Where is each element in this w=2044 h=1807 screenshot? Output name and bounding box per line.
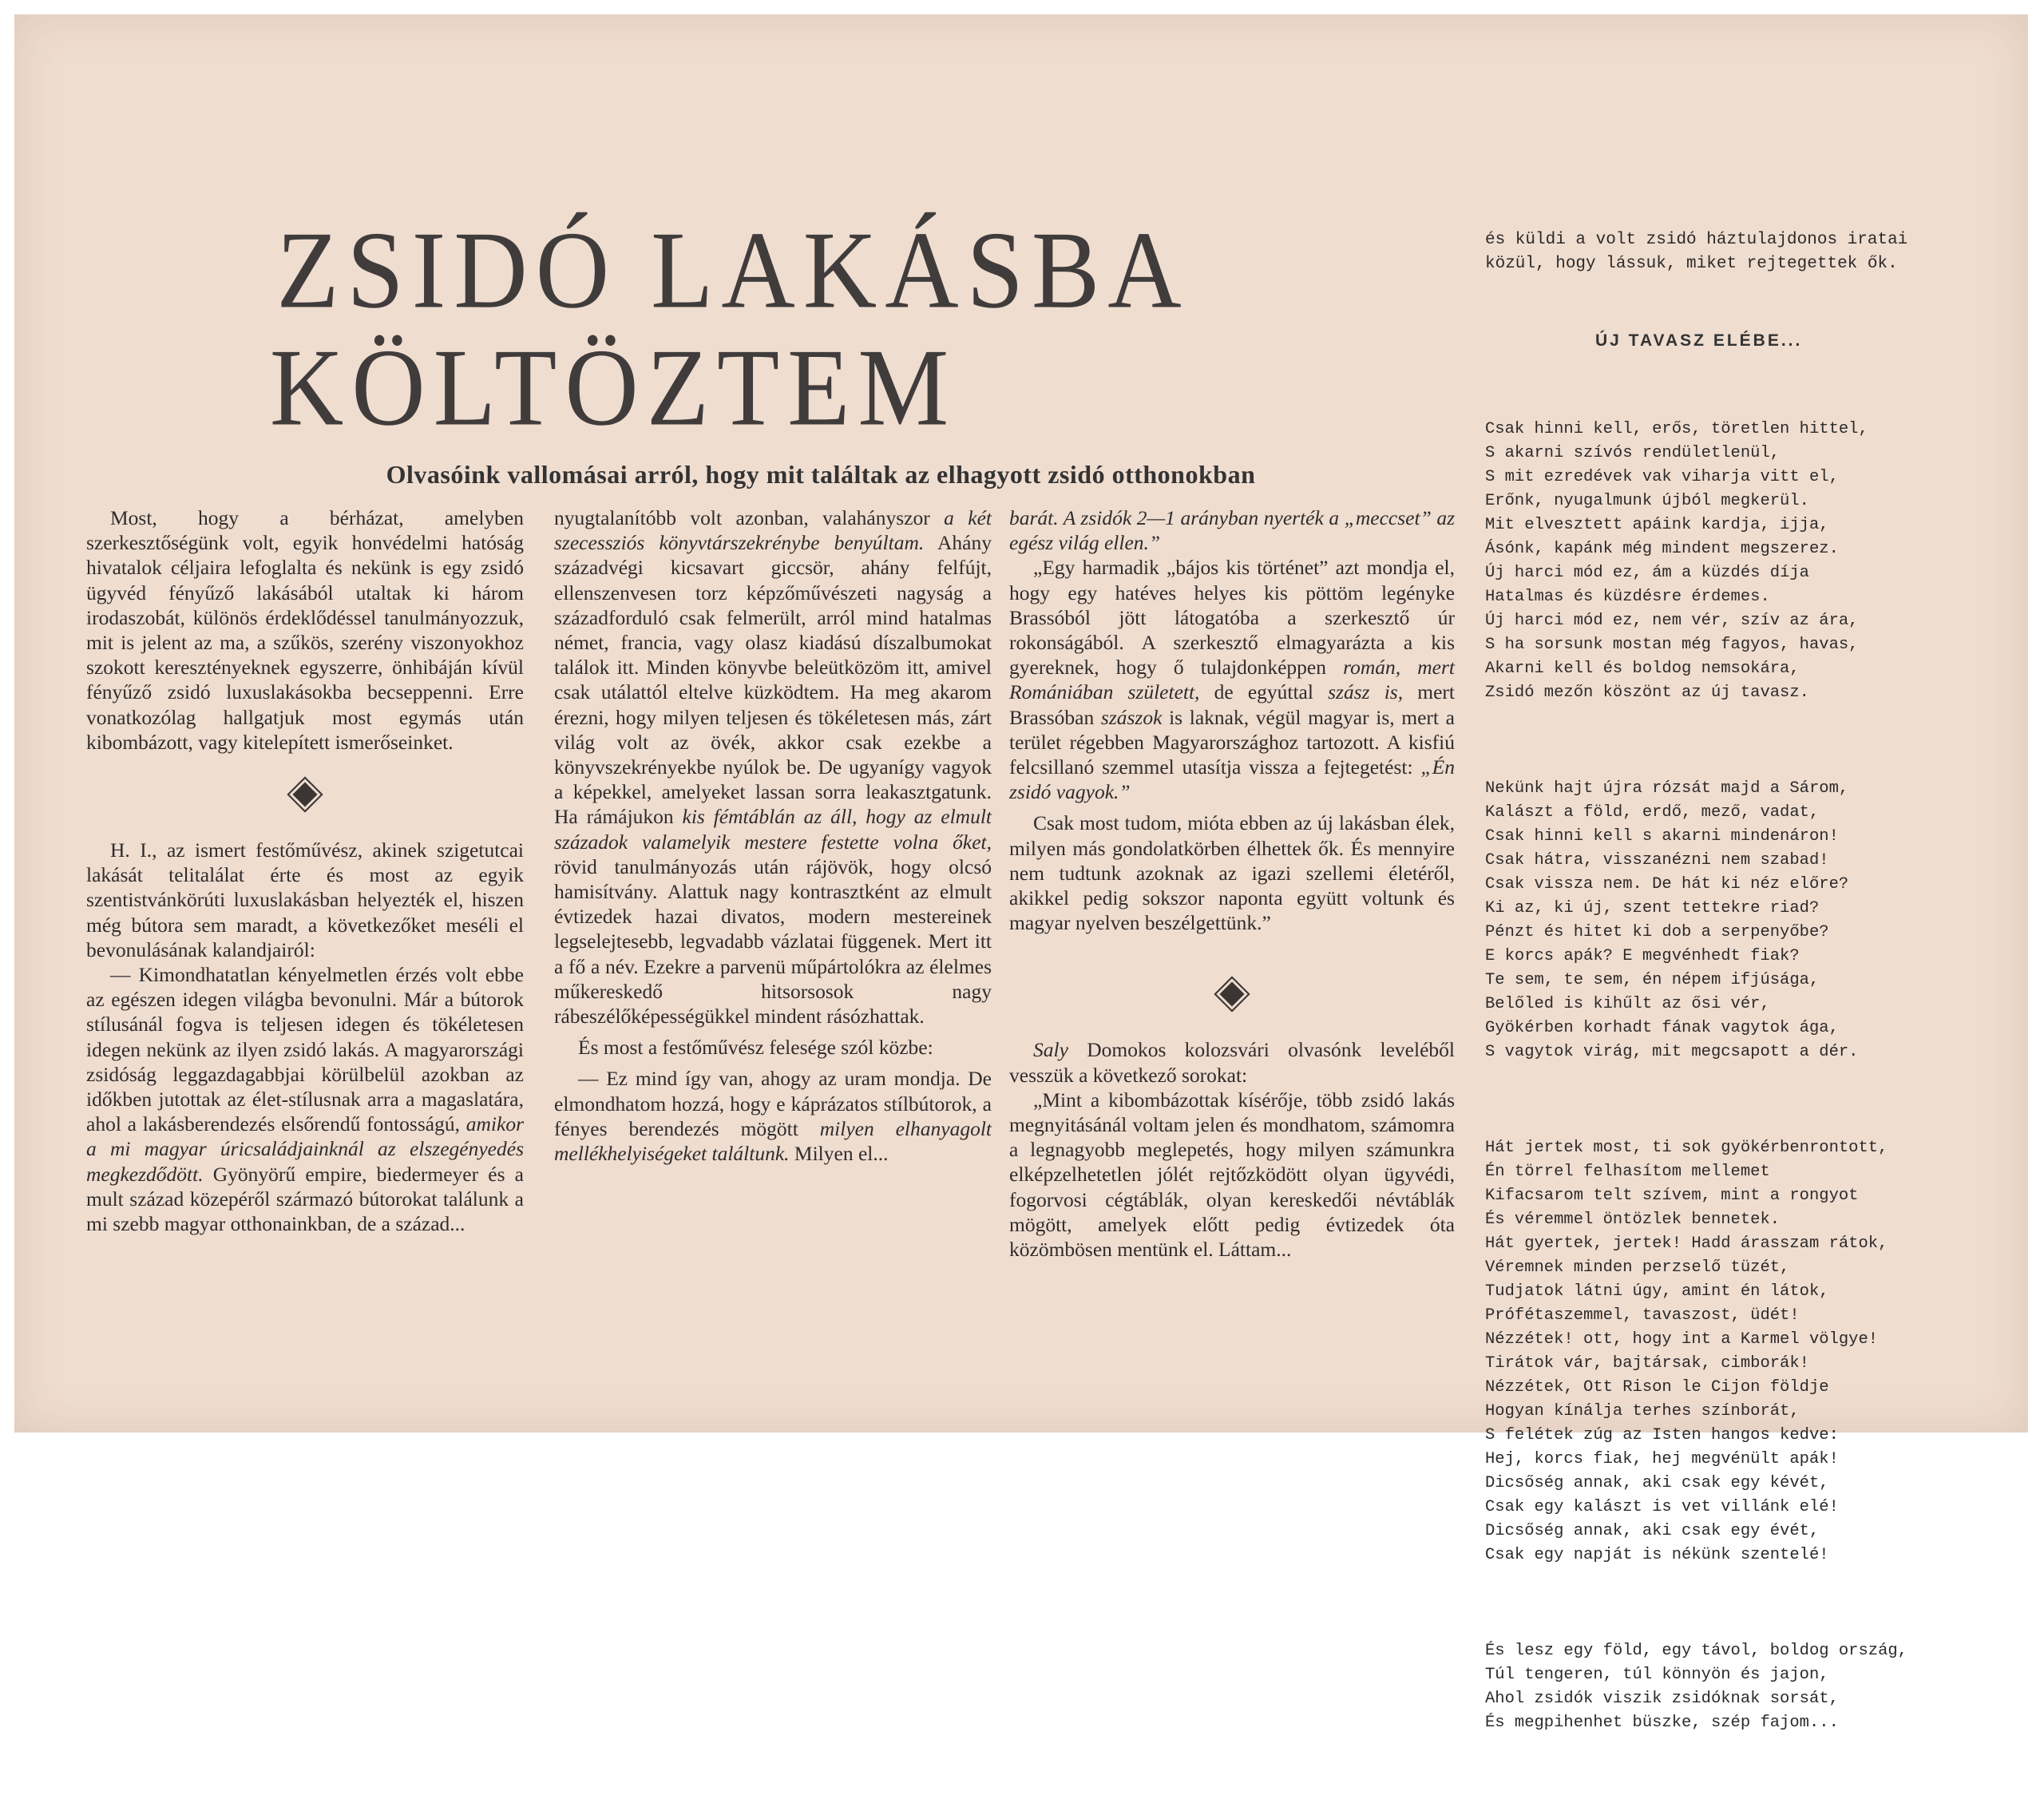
text-run: de egyúttal xyxy=(1199,680,1329,704)
poem-line: Tirátok vár, bajtársak, cimborák! xyxy=(1485,1354,1809,1373)
poem-line: Erőnk, nyugalmunk újból megkerül. xyxy=(1485,492,1809,510)
italic-text: román, mert Romániában született, xyxy=(1009,656,1455,704)
poem-line: Véremnek minden perzselő tüzét, xyxy=(1485,1258,1790,1277)
poem-line: Csak egy napját is nékünk szentelé! xyxy=(1485,1546,1829,1564)
column-2 xyxy=(554,505,992,1166)
poem-line: Csak hinni kell s akarni mindenáron! xyxy=(1485,827,1839,846)
subheadline: Olvasóink vallomásai arról, hogy mit találtak az elhagyott zsidó otthonokban xyxy=(386,460,1256,489)
column-1 xyxy=(86,505,524,1236)
paragraph xyxy=(1009,555,1455,804)
text-run: nyugtalanítóbb volt azonban, valahányszor xyxy=(554,506,945,529)
column-4-intro: és küldi a volt zsidó háztulajdonos iratai közül, hogy lássuk, miket rejtegettek ők. xyxy=(1485,231,1908,273)
poem-line: És lesz egy föld, egy távol, boldog ország, xyxy=(1485,1642,1907,1660)
text-run: Domokos kolozsvári olvasónk leveléből vesszük a következő sorokat: xyxy=(1009,1038,1455,1087)
italic-text: szászok xyxy=(1100,705,1163,729)
poem-line: Hatalmas és küzdésre érdemes. xyxy=(1485,588,1770,606)
poem-line: Te sem, te sem, én népem ifjúsága, xyxy=(1485,971,1820,989)
poem-line: S vagytok virág, mit megcsapott a dér. xyxy=(1485,1043,1859,1061)
poem-line: Zsidó mezőn köszönt az új tavasz. xyxy=(1485,684,1809,702)
poem-line: Hát gyertek, jertek! Hadd árasszam rátok, xyxy=(1485,1234,1888,1253)
stanza xyxy=(1485,418,1964,705)
poem-line: Nézzétek! ott, hogy int a Karmel völgye! xyxy=(1485,1330,1879,1349)
paragraph: Csak most tudom, mióta ebben az új lakásban élek, milyen más gondolatkörben élhettek ők. És mennyire nem tudtunk azoknak az igazi szellemi életéről, akikkel pedig sokszor naponta együtt voltunk és magyar nyelven beszélgettünk.” xyxy=(1009,811,1455,935)
diamond-ornament-icon xyxy=(1216,979,1248,1011)
poem-line: E korcs apák? E megvénhedt fiak? xyxy=(1485,947,1800,965)
poem-line: Belőled is kihűlt az ősi vér, xyxy=(1485,995,1770,1013)
text-run: Gyönyörű empire, biedermeyer és a mult század közepéről származó bútorokat találunk a mi szebb magyar otthonainkban, de a század... xyxy=(86,1162,524,1236)
paragraph: Most, hogy a bérházat, amelyben szerkesztőségünk volt, egyik honvédelmi hatóság hivatalok céljaira lefoglalta és nekünk is egy zsidó ügyvéd fényűző lakásából utaltak ki három irodaszobát, különös érdeklődéssel tanulmányozzuk, mit is jelent az ma, a szűkös, szerény viszonyokhoz szokott keresztényeknek egyszerre, önhibáján kívül fényűző zsidó luxuslakásokba becseppenni. Erre vonatkozólag hallgatjuk most egymás után kibombázott, vagy kitelepített ismerőseinket. xyxy=(86,506,524,754)
poem-line: Akarni kell és boldog nemsokára, xyxy=(1485,660,1800,678)
newspaper-page xyxy=(14,14,2028,1732)
poem-line: És véremmel öntözlek bennetek. xyxy=(1485,1211,1781,1229)
italic-text: a két szecessziós könyvtárszekrénybe benyúltam. xyxy=(554,506,992,555)
poem-line: Gyökérben korhadt fának vagytok ága, xyxy=(1485,1019,1839,1037)
paragraph: „Mint a kibombázottak kísérője, több zsidó lakás megnyitásánál voltam jelen és mondhatom, számomra a legnagyobb meglepetés, hogy milyen számunkra elképzelhetetlen jólét rejtőzködött olyan ügyvédi, fogorvosi cégtáblák, olyan kereskedői névtáblák mögött, amelyek előtt pedig évtizedek óta közömbösen mentünk el. Láttam... xyxy=(1009,1088,1455,1262)
poem-line: Nekünk hajt újra rózsát majd a Sárom, xyxy=(1485,779,1849,798)
text-run: mert Brassóban xyxy=(1009,680,1455,729)
paragraph: És most a festőművész felesége szól közbe: xyxy=(578,1036,933,1060)
stanza xyxy=(1485,1136,1964,1567)
poem-line: Mit elvesztett apáink kardja, ijja, xyxy=(1485,516,1829,534)
text-run: Milyen el... xyxy=(789,1142,889,1166)
poem-line: Új harci mód ez, nem vér, szív az ára, xyxy=(1485,612,1859,630)
poem-line: Hej, korcs fiak, hej megvénült apák! xyxy=(1485,1450,1839,1468)
text-run: rövid tanulmányozás után rájövök, hogy olcsó hamisítvány. Alattuk nagy kontrasztként az elmult évtizedek hazai divatos, modern mestereinek legselejtesebb, legvadabb vázlatai függenek. Mert itt a fő a név. Ezekre a parvenü műpártolókra az élelmes műkereskedő hitsorsosok nagy rábeszélőképességükkel mindent rásózhattak. xyxy=(554,854,992,1028)
text-run: is laknak, végül magyar is, mert a terület régebben Magyarországhoz tartozott. A kisfiú felcsillanó szemmel utasítja vissza a fejtegetést: xyxy=(1009,705,1455,779)
italic-text: „Én zsidó vagyok.” xyxy=(1009,755,1455,804)
italic-text: amikor a mi magyar úricsaládjainknál az elszegényedés megkezdődött. xyxy=(86,1112,524,1186)
text-run: — Ez mind így van, ahogy az uram mondja. De elmondhatom hozzá, hogy e káprázatos stílbútorok, a fényes berendezés mögött xyxy=(554,1067,992,1140)
italic-text: Saly xyxy=(1033,1038,1068,1062)
paragraph xyxy=(554,1066,992,1166)
text-run: — Kimondhatatlan kényelmetlen érzés volt ebbe az egészen idegen világba bevonulni. Már a bútorok stílusánál fogva is teljesen idegen és tökéletesen idegen nekünk az ilyen zsidó lakás. A magyarországi zsidóság leggazdagabbjai körülbelül azokban az időkben jutottak az élet-stílusnak arra a magaslatára, ahol a lakásberendezés elsőrendű fontosságú, xyxy=(86,963,524,1136)
text-run: „Egy harmadik „bájos kis történet” azt mondja el, hogy egy hatéves helyes kis pöttöm legényke Brassóból jött látogatóba a szerkesztő úr rokonságából. A szerkesztő elmagyarázta a kis gyereknek, hogy ő tulajdonképpen xyxy=(1009,556,1455,680)
poem-line: Ásónk, kapánk még mindent megszerez. xyxy=(1485,540,1839,558)
poem-line: Túl tengeren, túl könnyön és jajon, xyxy=(1485,1666,1829,1684)
poem-line: Dicsőség annak, aki csak egy évét, xyxy=(1485,1522,1820,1540)
poem-line: Csak vissza nem. De hát ki néz előre? xyxy=(1485,875,1849,894)
poem-line: És megpihenhet büszke, szép fajom... xyxy=(1485,1714,1839,1732)
poem-line: S ha sorsunk mostan még fagyos, havas, xyxy=(1485,636,1859,654)
stanza xyxy=(1485,777,1964,1064)
poem-line: Hogyan kínálja terhes színborát, xyxy=(1485,1402,1800,1421)
poem xyxy=(1485,370,1964,1807)
paragraph: barát. A zsidók 2—1 arányban nyerték a „meccset” az egész világ ellen.” xyxy=(1009,506,1455,555)
headline-line-1: ZSIDÓ LAKÁSBA xyxy=(276,208,1190,331)
diamond-ornament-icon xyxy=(289,779,321,810)
poem-line: Csak hátra, visszanézni nem szabad! xyxy=(1485,851,1829,870)
headline-line-2: KÖLTÖZTEM xyxy=(269,326,957,449)
column-3 xyxy=(1009,505,1455,1262)
paragraph: H. I., az ismert festőművész, akinek szigetutcai lakását telitalálat érte és most az egyik szentistvánkörúti luxuslakásban helyezték el, hiszen még bútora sem maradt, a következőket meséli el bevonulásának kalandjairól: xyxy=(86,838,524,961)
italic-text: szász is, xyxy=(1328,680,1404,704)
poem-line: Kalászt a föld, erdő, mező, vadat, xyxy=(1485,803,1820,822)
poem-line: Új harci mód ez, ám a küzdés díja xyxy=(1485,564,1809,582)
poem-line: S akarni szívós rendületlenül, xyxy=(1485,444,1781,462)
poem-line: Pénzt és hitet ki dob a serpenyőbe? xyxy=(1485,923,1829,941)
poem-line: Csak hinni kell, erős, töretlen hittel, xyxy=(1485,420,1868,438)
poem-line: Én törrel felhasítom mellemet xyxy=(1485,1163,1770,1181)
paragraph xyxy=(86,962,524,1236)
poem-line: Nézzétek, Ott Rison le Cijon földje xyxy=(1485,1378,1829,1397)
text-run: Ahány századvégi kicsavart giccsör, ahány felfújt, ellenszenvesen torz képzőművészeti nagyság a századforduló csak felmerült, arról mind hatalmas német, francia, vagy olasz kiadású díszalbumokat találok itt. Minden könyvbe beleütközöm itt, amivel csak utálattól eltelve küzködtem. Ha meg akarom érezni, hogy milyen teljesen és tökéletesen más, zárt világ volt az övék, akkor csak ezekbe a könyvszekrényekbe nyúlok be. De ugyanígy vagyok a képekkel, amelyeket lassan sorra leakasztgatunk. Ha rámájukon xyxy=(554,531,992,829)
poem-line: Tudjatok látni úgy, amint én látok, xyxy=(1485,1282,1829,1301)
stanza xyxy=(1485,1639,1964,1735)
italic-text: milyen elhanyagolt mellékhelyiségeket találtunk. xyxy=(554,1116,992,1166)
paragraph xyxy=(1009,1037,1455,1087)
poem-line: Kifacsarom telt szívem, mint a rongyot xyxy=(1485,1187,1859,1205)
poem-title: ÚJ TAVASZ ELÉBE... xyxy=(1595,331,1803,350)
poem-line: S felétek zúg az Isten hangos kedve: xyxy=(1485,1426,1839,1444)
poem-line: Ahol zsidók viszik zsidóknak sorsát, xyxy=(1485,1690,1839,1708)
italic-text: kis fémtáblán az áll, hogy az elmult századok valamelyik mestere festette volna őket, xyxy=(554,805,992,854)
poem-line: Prófétaszemmel, tavaszost, üdét! xyxy=(1485,1306,1800,1325)
poem-line: Hát jertek most, ti sok gyökérbenrontott, xyxy=(1485,1139,1888,1157)
poem-line: Ki az, ki új, szent tettekre riad? xyxy=(1485,899,1820,917)
paragraph xyxy=(554,505,992,1028)
poem-line: Dicsőség annak, aki csak egy kévét, xyxy=(1485,1474,1829,1492)
poem-line: Csak egy kalászt is vet villánk elé! xyxy=(1485,1498,1839,1516)
poem-line: S mit ezredévek vak viharja vitt el, xyxy=(1485,468,1839,486)
